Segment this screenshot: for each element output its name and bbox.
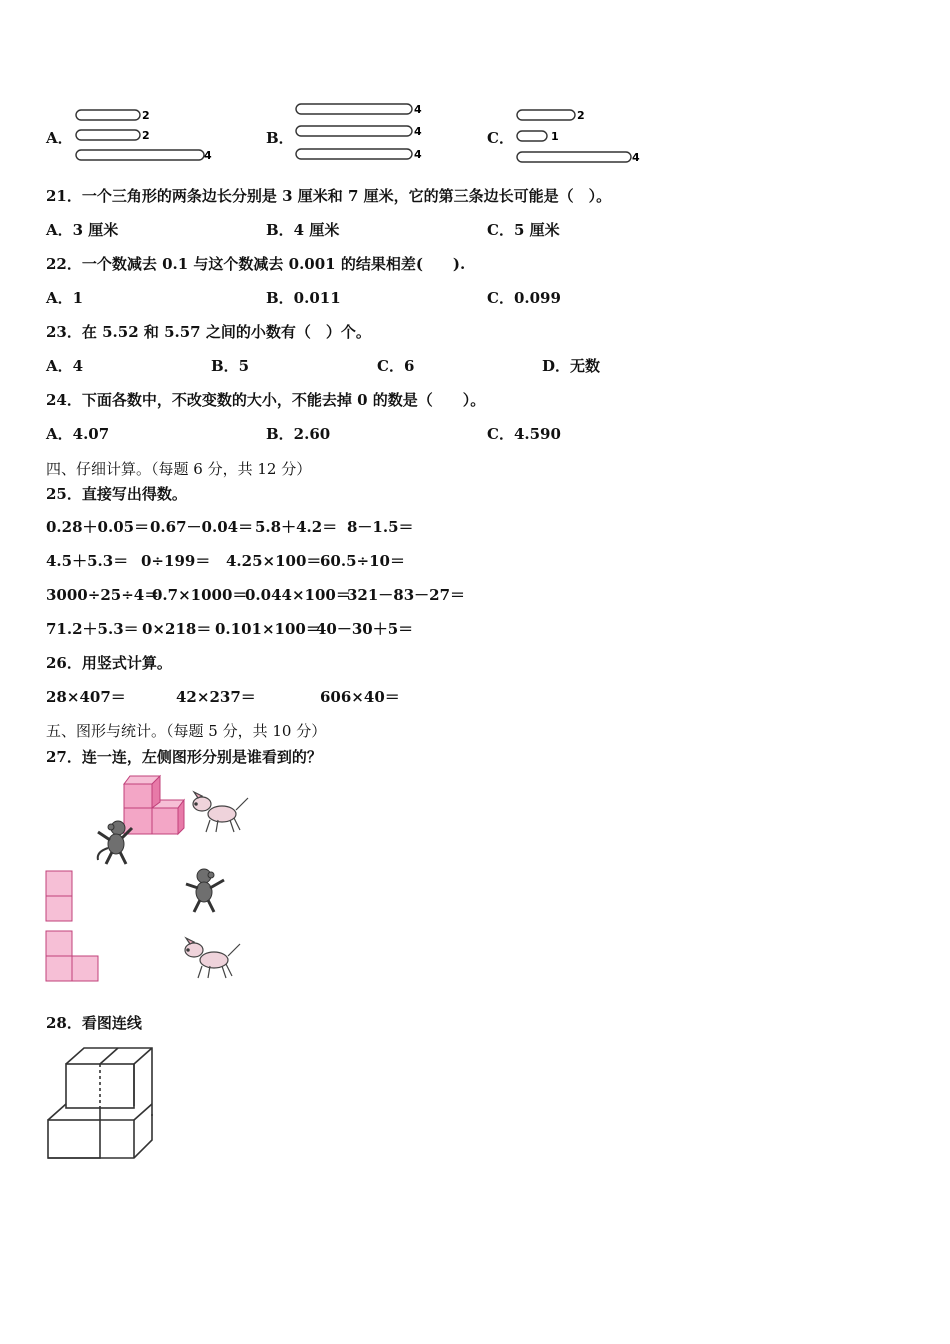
q21-option-c[interactable]: C．5 厘米 [487,221,560,239]
q23-stem: 23．在 5.52 和 5.57 之间的小数有（ ）个。 [46,323,371,341]
stick-label: 4 [414,125,422,138]
stick-label: 2 [142,109,150,122]
calc-item: 5.8＋4.2＝ [255,518,338,536]
q24-stem: 24．下面各数中，不改变数的大小，不能去掉 0 的数是（ ）。 [46,391,486,409]
stick-label: 4 [414,148,422,161]
section-5-heading: 五、图形与统计。（每题 5 分，共 10 分） [46,722,327,740]
calc-item: 40－30＋5＝ [316,620,414,638]
calc-item: 8－1.5＝ [347,518,414,536]
q22-option-b[interactable]: B．0.011 [266,289,341,307]
calc-item: 4.5＋5.3＝ [46,552,129,570]
calc-item: 0.7×1000＝ [152,586,248,604]
dog-icon [188,790,250,836]
calc-item: 0.67－0.04＝ [150,518,254,536]
q22-stem: 22．一个数减去 0.1 与这个数减去 0.001 的结果相差( ). [46,255,466,273]
q23-option-c[interactable]: C．6 [377,357,415,375]
q22-option-c[interactable]: C．0.099 [487,289,561,307]
calc-item: 60.5÷10＝ [320,552,405,570]
q22-option-a[interactable]: A．1 [46,289,84,307]
q20-option-a-sticks [72,104,222,166]
stick-label: 4 [414,103,422,116]
monkey-icon [182,866,230,914]
calc-item: 321－83－27＝ [347,586,466,604]
view-two-stacked-squares [45,870,75,924]
calc-item: 0.044×100＝ [245,586,351,604]
q24-option-b[interactable]: B．2.60 [266,425,331,443]
vertical-calc-item: 42×237＝ [176,688,256,706]
dog-icon [180,936,242,982]
stick-label: 2 [142,129,150,142]
vertical-calc-item: 606×40＝ [320,688,400,706]
stick-label: 4 [204,149,212,162]
q21-stem: 21．一个三角形的两条边长分别是 3 厘米和 7 厘米，它的第三条边长可能是（ ）。 [46,187,612,205]
calc-item: 0.101×100＝ [215,620,321,638]
q23-option-b[interactable]: B．5 [211,357,250,375]
stick-label: 4 [632,151,640,164]
calc-item: 71.2＋5.3＝ [46,620,139,638]
q23-option-d[interactable]: D．无数 [542,357,601,375]
q20-option-c-label[interactable]: C． [487,129,514,147]
q24-option-a[interactable]: A．4.07 [46,425,110,443]
q21-option-a[interactable]: A．3 厘米 [46,221,119,239]
calc-item: 3000÷25÷4＝ [46,586,160,604]
q20-option-c-sticks [513,104,653,166]
calc-item: 0.28＋0.05＝ [46,518,150,536]
view-l-shape-squares [45,930,101,984]
stick-label: 1 [551,130,559,143]
q26-stem: 26．用竖式计算。 [46,654,172,672]
q20-option-b-label[interactable]: B． [266,129,294,147]
q23-option-a[interactable]: A．4 [46,357,84,375]
stick-label: 2 [577,109,585,122]
monkey-icon [92,818,140,866]
q20-option-a-label[interactable]: A． [46,129,73,147]
calc-item: 0×218＝ [142,620,212,638]
cube-wireframe-figure [44,1044,162,1164]
section-4-heading: 四、仔细计算。（每题 6 分，共 12 分） [46,460,312,478]
calc-item: 0÷199＝ [141,552,211,570]
vertical-calc-item: 28×407＝ [46,688,126,706]
q25-stem: 25．直接写出得数。 [46,485,187,503]
q28-stem: 28．看图连线 [46,1014,142,1032]
q20-option-b-sticks [292,98,432,164]
q21-option-b[interactable]: B．4 厘米 [266,221,340,239]
q24-option-c[interactable]: C．4.590 [487,425,561,443]
calc-item: 4.25×100＝ [226,552,322,570]
q27-stem: 27．连一连，左侧图形分别是谁看到的？ [46,748,322,766]
